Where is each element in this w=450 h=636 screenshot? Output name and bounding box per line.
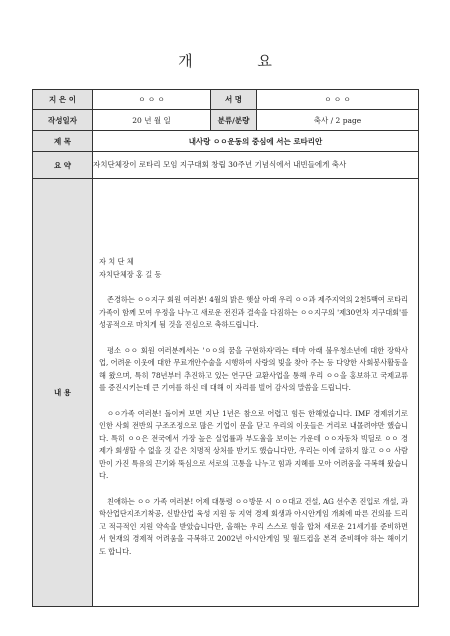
summary-value: 자치단체장이 로타리 모임 지구대회 창립 30주년 기념식에서 내빈들에게 축사 (93, 152, 419, 179)
speech-paragraph: ㅇㅇ가족 여러분! 돌이켜 보면 지난 1년은 참으로 어렵고 힘든 한해였습니다. IMF 경제위기로 인한 사회 전반의 구조조정으로 많은 기업이 문을 닫고 우리의 이웃들은 거리로 내몰려야만 했습니다. 특히 ㅇㅇ은 전국에서 가장 높은 실업률과 부도율을 보이는 가운데 ㅇㅇ자동차 빅딜로 ㅇㅇ 경제가 회생할 수 없을 것 같은 치명적 상처를 받기도 했습니다만, 우리는 이에 굴하지 않고 ㅇㅇ 사람만이 가진 특유의 끈기와 뚝심으로 서로의 고통을 나누고 힘과 지혜를 모아 어려움을 극복해 왔습니다. (99, 408, 408, 481)
speech-body (93, 226, 418, 558)
content-label: 내 용 (33, 179, 93, 607)
date-value: 20 년 월 일 (93, 110, 211, 131)
speech-paragraph: 친애하는 ㅇㅇ 가족 여러분! 어제 대통령 ㅇㅇ방문 시 ㅇㅇ대교 건설, AG 선수촌 진입로 개설, 과학산업단지조기착공, 신발산업 육성 지원 등 지역 경제 회생과 아시안게임 개최에 따른 건의를 드리고 적극적인 지원 약속을 받았습니다만, 올해는 우리 스스로 힘을 합쳐 새로운 21세기를 준비하면서 현재의 경제적 어려움을 극복하고 2002년 아시안게임 및 월드컵을 본격 준비해야 하는 해이기도 합니다. (99, 496, 408, 557)
page-title: 개 요 (178, 52, 302, 70)
author-label: 지 은 이 (33, 90, 93, 110)
speech-paragraph: 평소 ㅇㅇ 회원 여러분께서는 'ㅇㅇ의 꿈을 구현하자'라는 테마 아래 불우청소년에 대한 장학사업, 어려운 이웃에 대한 무료개안수술을 시행하여 사랑의 빛을 찾아 주는 등 다양한 사회봉사활동을 해 왔으며, 특히 78년부터 추진하고 있는 연구단 교환사업을 통해 우리 ㅇㅇ을 홍보하고 국제교류를 증진시키는데 큰 기여를 하신 데 대해 이 자리를 빌어 감사의 말씀을 드립니다. (99, 345, 408, 393)
content-cell (93, 179, 419, 607)
subject-value: 내사랑 ㅇㅇ운동의 중심에 서는 로타리안 (93, 131, 419, 152)
speech-paragraph: 존경하는 ㅇㅇ지구 회원 여러분! 4월의 밝은 햇살 아래 우리 ㅇㅇ과 제주지역의 2천5백여 로타리 가족이 함께 모여 우정을 나누고 새로운 전진과 결속을 다짐하는 ㅇㅇ지구의 '제30연차 지구대회'를 성공적으로 마치게 됨 것을 진심으로 축하드립니다. (99, 295, 409, 330)
author-value: ㅇ ㅇ ㅇ (93, 90, 211, 110)
category-value: 축사 / 2 page (257, 110, 419, 131)
speaker-name: 자치단체장 홍 길 동 (99, 269, 162, 279)
signature-value: ㅇ ㅇ ㅇ (257, 90, 419, 110)
signature-label: 서 명 (211, 90, 257, 110)
date-label: 작성일자 (33, 110, 93, 131)
subject-label: 제 목 (33, 131, 93, 152)
speaker-org: 자 치 단 체 (99, 257, 134, 267)
category-label: 분류/분량 (211, 110, 257, 131)
summary-form (32, 89, 419, 607)
summary-label: 요 약 (33, 152, 93, 179)
